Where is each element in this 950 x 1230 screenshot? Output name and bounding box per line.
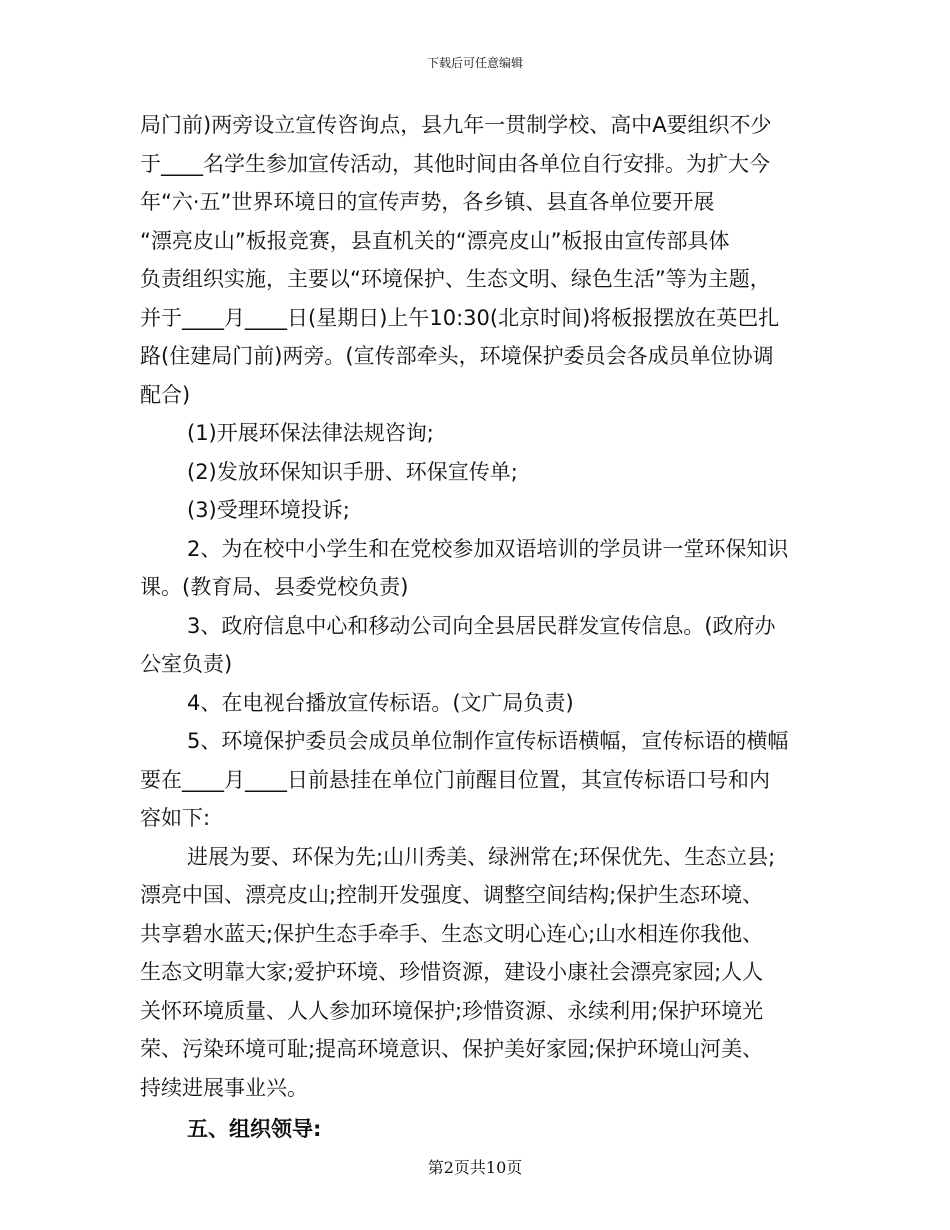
slogan-line: 漂亮中国、漂亮皮山;控制开发强度、调整空间结构;保护生态环境、: [140, 883, 764, 907]
text-line: 课。(教育局、县委党校负责): [140, 575, 409, 599]
text-line: 要在____月____日前悬挂在单位门前醒目位置，其宣传标语口号和内: [140, 767, 770, 792]
numbered-item: 5、环境保护委员会成员单位制作宣传标语横幅，宣传标语的横幅: [187, 729, 789, 753]
numbered-item: 2、为在校中小学生和在党校参加双语培训的学员讲一堂环保知识: [187, 536, 789, 561]
slogan-line: 荣、污染环境可耻;提高环境意识、保护美好家园;保护环境山河美、: [140, 1037, 764, 1061]
slogan-line: 生态文明靠大家;爱护环境、珍惜资源，建设小康社会漂亮家园;人人: [140, 960, 764, 984]
list-item: (1)开展环保法律法规咨询;: [187, 421, 434, 445]
text-line: 容如下:: [140, 806, 211, 830]
document-body: [140, 106, 820, 1149]
text-line: 年“六·五”世界环境日的宣传声势，各乡镇、县直各单位要开展: [140, 190, 715, 214]
slogan-line: 共享碧水蓝天;保护生态手牵手、生态文明心连心;山水相连你我他、: [140, 921, 764, 946]
slogan-line: 持续进展事业兴。: [140, 1075, 308, 1100]
text-line: 并于____月____日(星期日)上午10:30(北京时间)将板报摆放在英巴扎: [140, 305, 780, 330]
text-line: 负责组织实施，主要以“环境保护、生态文明、绿色生活”等为主题，: [140, 267, 771, 291]
list-item: (2)发放环保知识手册、环保宣传单;: [187, 459, 518, 484]
page-header: 下载后可任意编辑: [426, 56, 523, 70]
list-item: (3)受理环境投诉;: [187, 498, 350, 522]
text-line: 于____名学生参加宣传活动，其他时间由各单位自行安排。为扩大今: [140, 151, 770, 176]
page-footer: 第2页共10页: [427, 1158, 523, 1177]
text-line: 路(住建局门前)两旁。(宣传部牵头，环境保护委员会各成员单位协调: [140, 344, 774, 368]
slogan-line: 进展为要、环保为先;山川秀美、绿洲常在;环保优先、生态立县;: [187, 844, 776, 869]
text-line: “漂亮皮山”板报竞赛，县直机关的“漂亮皮山”板报由宣传部具体: [140, 228, 730, 253]
text-line: 公室负责): [140, 652, 233, 676]
section-heading: 五、组织领导:: [187, 1117, 322, 1141]
text-line: 局门前)两旁设立宣传咨询点，县九年一贯制学校、高中A要组织不少: [140, 113, 772, 137]
numbered-item: 3、政府信息中心和移动公司向全县居民群发宣传信息。(政府办: [187, 613, 776, 638]
numbered-item: 4、在电视台播放宣传标语。(文广局负责): [187, 690, 574, 715]
text-line: 配合): [140, 382, 191, 407]
slogan-line: 关怀环境质量、人人参加环境保护;珍惜资源、永续利用;保护环境光: [140, 998, 764, 1023]
